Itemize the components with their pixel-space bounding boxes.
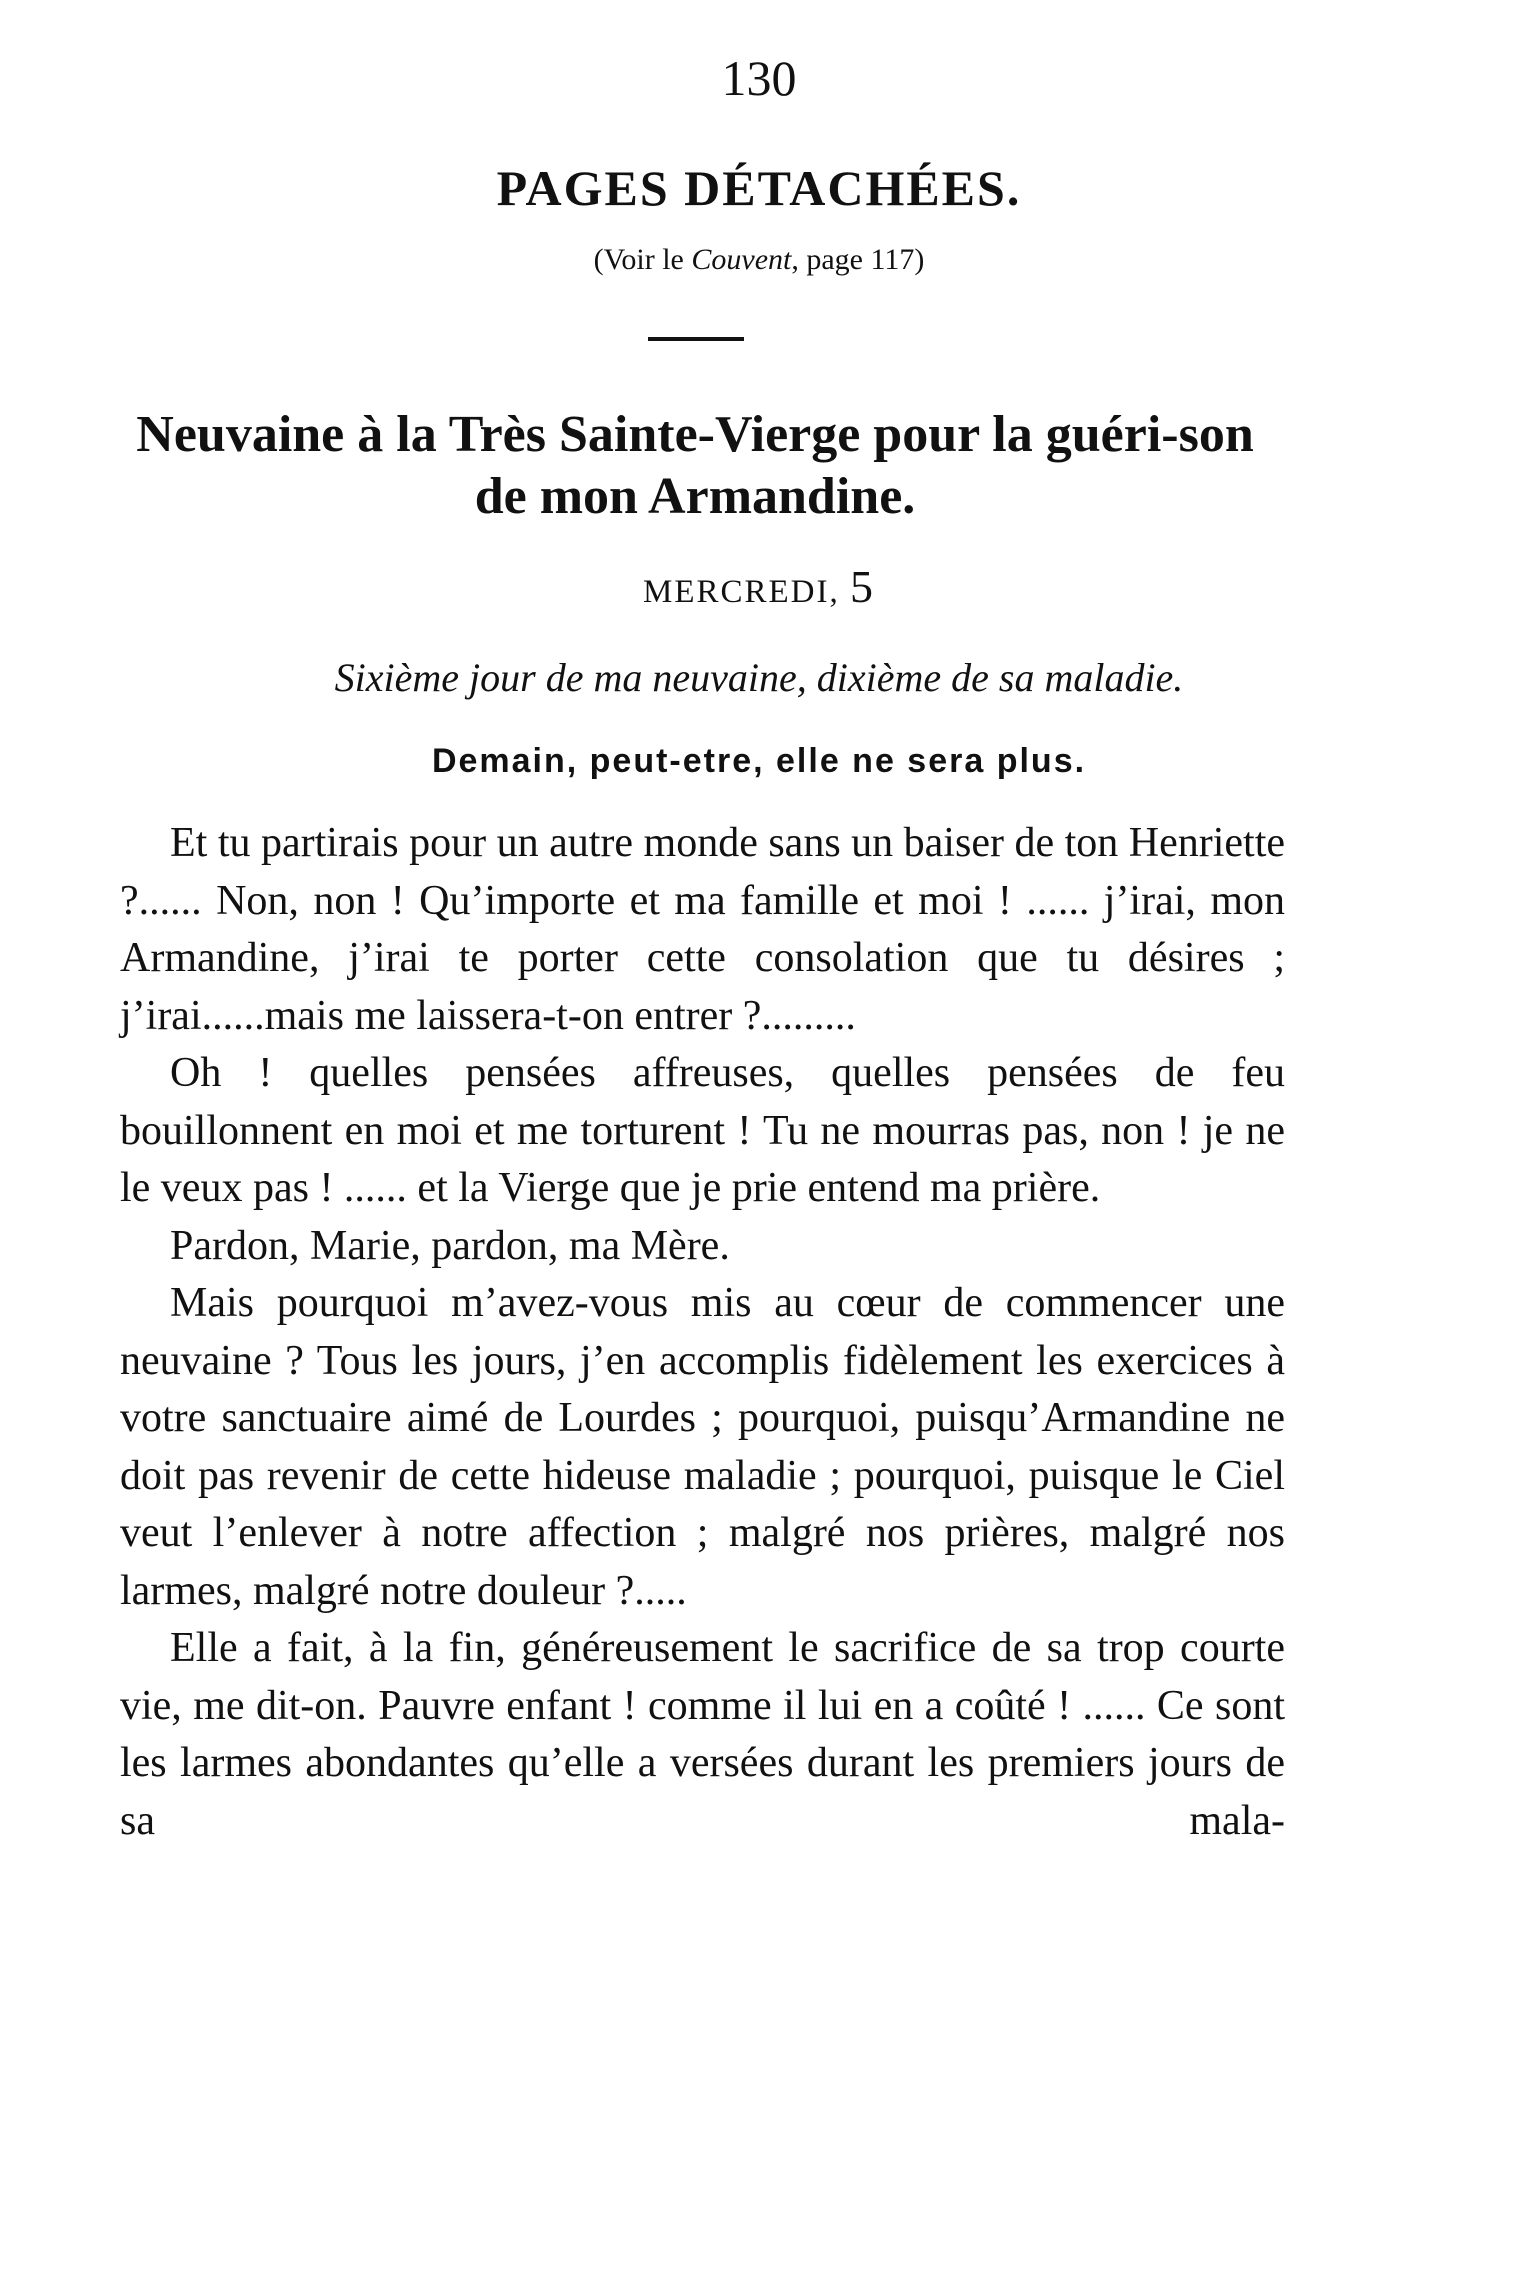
- paragraph: Mais pourquoi m’avez-vous mis au cœur de commencer une neuvaine ? Tous les jours, j’en accomplis fidèlement les exercices à votre sanctuaire aimé de Lourdes ; pourquoi, puisqu’Armandine ne doit pas revenir de cette hideuse maladie ; pourquoi, puisque le Ciel veut l’enlever à notre affection ; malgré nos prières, malgré nos larmes, malgré notre douleur ?.....: [120, 1280, 1285, 1614]
- section-title: PAGES DÉTACHÉES.: [496, 160, 1022, 216]
- entry-epigraph: Demain, peut-etre, elle ne sera plus.: [431, 742, 1087, 780]
- page-number: 130: [721, 50, 797, 106]
- cross-reference: [0, 240, 1518, 280]
- separator-rule: [648, 337, 744, 341]
- entry-subtitle: Sixième jour de ma neuvaine, dixième de sa maladie.: [334, 655, 1184, 700]
- entry-day-number: 5: [850, 561, 875, 612]
- entry-date: [0, 562, 1518, 617]
- cross-reference-after: , page 117): [791, 243, 925, 276]
- cross-reference-before: (Voir le: [593, 243, 692, 276]
- paragraph: Et tu partirais pour un autre monde sans un baiser de ton Henriette ?...... Non, non ! Qu’importe et ma famille et moi ! ...... j’irai, mon Armandine, j’irai te porter cette consolation que tu désires ; j’irai......mais me laissera-t-on entrer ?.........: [120, 820, 1286, 1039]
- body-text: [120, 815, 1285, 1850]
- paragraph: Pardon, Marie, pardon, ma Mère.: [170, 1222, 730, 1269]
- entry-day: MERCREDI,: [642, 574, 840, 610]
- entry-heading: Neuvaine à la Très Sainte-Vierge pour la guéri-son de mon Armandine.: [136, 406, 1254, 525]
- paragraph: Oh ! quelles pensées affreuses, quelles pensées de feu bouillonnent en moi et me torturent ! Tu ne mourras pas, non ! je ne le veux pas ! ...... et la Vierge que je prie entend ma prière.: [120, 1050, 1285, 1211]
- cross-reference-work: Couvent: [691, 243, 792, 276]
- paragraph: Elle a fait, à la fin, généreusement le sacrifice de sa trop courte vie, me dit-on. Pauvre enfant ! comme il lui en a coûté ! ...... Ce sont les larmes abondantes qu’elle a versées durant les premiers jours de sa mala-: [120, 1625, 1285, 1844]
